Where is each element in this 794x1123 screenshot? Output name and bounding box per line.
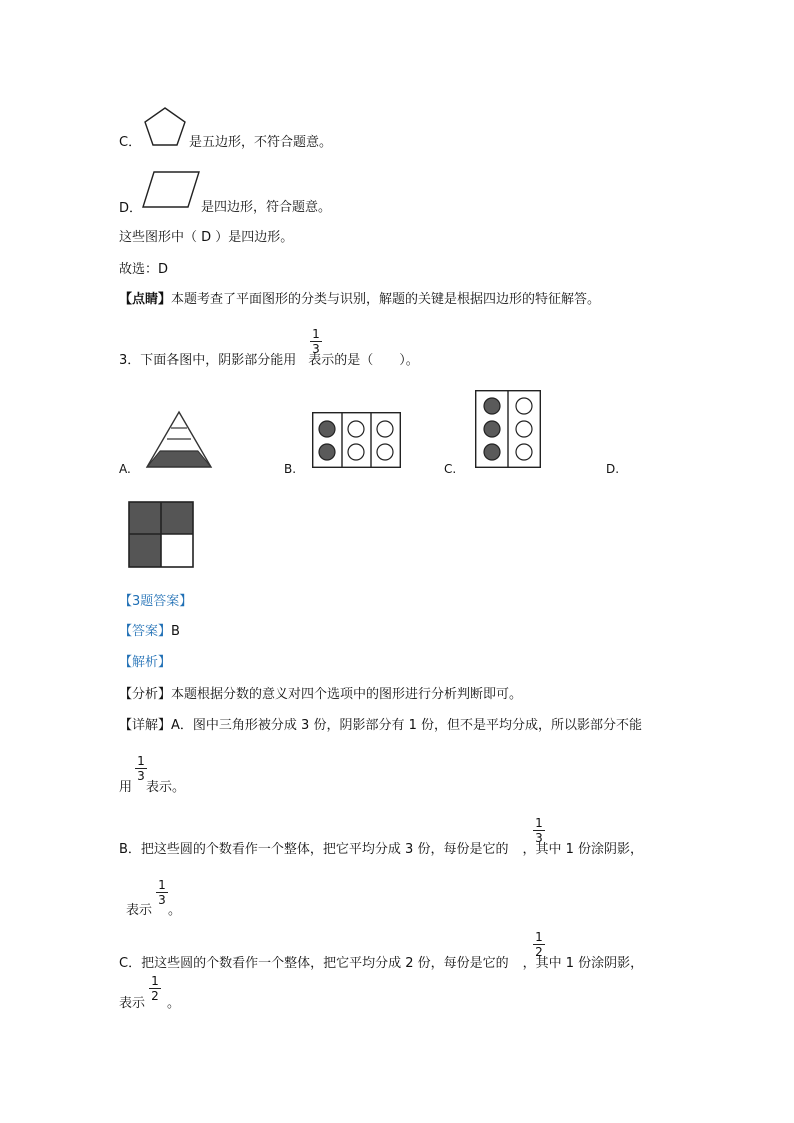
pentagon-figure xyxy=(143,106,187,148)
option-a-triangle xyxy=(146,411,212,468)
fraction-b2: 1 3 xyxy=(156,879,168,906)
answer-tag: 【答案】 xyxy=(119,624,172,639)
fraction-c2: 1 2 xyxy=(149,975,161,1002)
prev-c-text: 是五边形，不符合题意。 xyxy=(189,135,333,150)
comment-tag: 【点睛】 xyxy=(119,292,172,307)
answer-value: B xyxy=(171,624,180,639)
answer-line xyxy=(119,624,180,640)
prev-choice: 故选：D xyxy=(119,262,169,277)
option-a-label: A. xyxy=(119,462,131,476)
b-continuation: 表示 。 xyxy=(126,903,182,918)
prev-comment xyxy=(119,292,600,308)
fenxi-line: 【分析】本题根据分数的意义对四个选项中的图形进行分析判断即可。 xyxy=(119,687,523,702)
prev-option-c xyxy=(119,135,141,151)
parallelogram-figure xyxy=(142,171,200,209)
option-c-circles xyxy=(475,390,541,468)
option-letter: C． xyxy=(119,135,142,150)
a-continuation: 用 表示。 xyxy=(119,780,186,795)
c-explanation: C．把这些圆的个数看作一个整体，把它平均分成 2 份，每份是它的 ，其中 1 份涂阴影， xyxy=(119,956,644,971)
xiangjie-line: 【详解】A．图中三角形被分成 3 份，阴影部分有 1 份，但不是平均分成，所以影部分不能 xyxy=(119,718,642,733)
option-c-label: C. xyxy=(444,462,457,476)
option-d-grid xyxy=(128,501,194,568)
stem-fraction: 1 3 xyxy=(310,328,322,355)
prev-option-d: D． xyxy=(119,201,143,216)
fraction-b: 1 3 xyxy=(533,817,545,844)
option-b-circles xyxy=(312,412,401,468)
b-explanation: B．把这些圆的个数看作一个整体，把它平均分成 3 份，每份是它的 ，其中 1 份涂阴影， xyxy=(119,842,644,857)
prev-d-text: 是四边形，符合题意。 xyxy=(201,200,332,215)
c-continuation: 表示 。 xyxy=(119,996,181,1011)
option-d-label: D. xyxy=(606,462,620,476)
fraction-a: 1 3 xyxy=(135,755,147,782)
fraction-c: 1 2 xyxy=(533,931,545,958)
answer-heading: 【3题答案】 xyxy=(119,594,193,609)
option-b-label: B. xyxy=(284,462,297,476)
prev-summary: 这些图形中（ D ）是四边形。 xyxy=(119,230,294,245)
comment-text: 本题考查了平面图形的分类与识别，解题的关键是根据四边形的特征解答。 xyxy=(171,292,601,307)
analysis-tag: 【解析】 xyxy=(119,655,172,670)
question3-stem: 3．下面各图中，阴影部分能用 表示的是（ ）。 xyxy=(119,353,419,368)
